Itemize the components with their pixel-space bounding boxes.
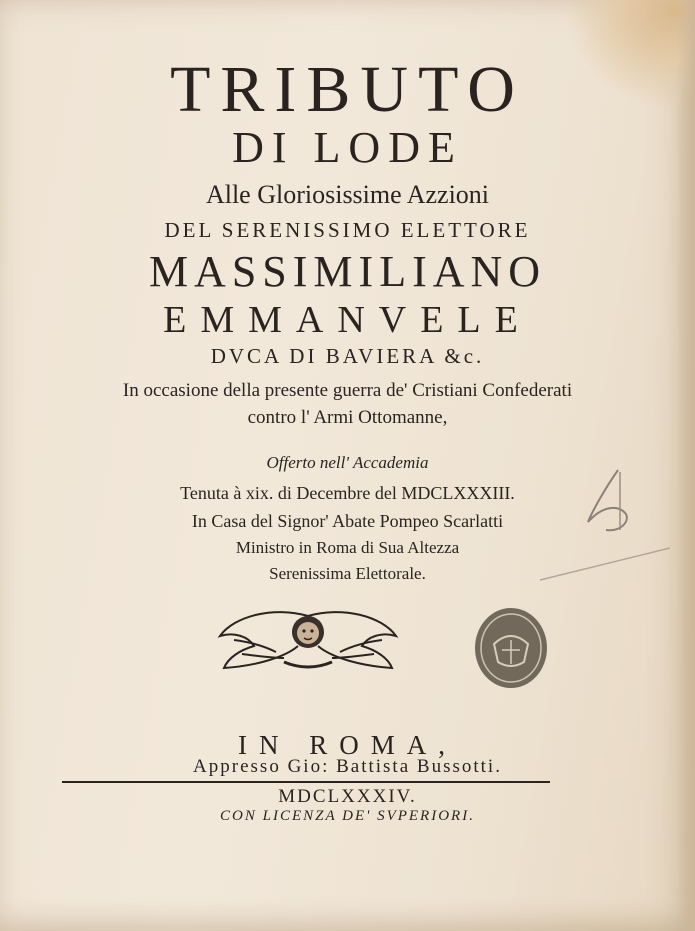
minister-line: Ministro in Roma di Sua Altezza xyxy=(235,538,460,557)
pencil-mark-icon xyxy=(540,460,680,610)
duke-line: DVCA DI BAVIERA &c. xyxy=(210,344,485,368)
electoral-line: Serenissima Elettorale. xyxy=(269,564,426,583)
offered-line: Offerto nell' Accademia xyxy=(266,453,429,472)
dedication-line: Alle Gloriosissime Azzioni xyxy=(205,180,490,209)
house-line: In Casa del Signor' Abate Pompeo Scarlatti xyxy=(191,511,504,531)
imprint-rule xyxy=(62,781,550,783)
name-first: MASSIMILIANO xyxy=(148,247,547,296)
name-second: EMMANVELE xyxy=(163,299,532,341)
held-line: Tenuta à xix. di Decembre del MDCLXXXIII. xyxy=(180,483,515,503)
library-stamp-icon xyxy=(472,606,550,690)
book-subtitle: DI LODE xyxy=(232,123,463,172)
imprint-place: IN ROMA, xyxy=(237,730,457,760)
occasion-line-2: contro l' Armi Ottomanne, xyxy=(247,407,448,428)
imprint-year: MDCLXXXIV. xyxy=(278,786,417,807)
occasion-line-1: In occasione della presente guerra de' Cristiani Confederati xyxy=(122,380,573,401)
winged-cherub-head-ornament-icon xyxy=(214,606,402,672)
elector-line: DEL SERENISSIMO ELETTORE xyxy=(164,218,531,242)
imprint-license: CON LICENZA DE' SVPERIORI. xyxy=(220,808,475,824)
imprint-printer: Appresso Gio: Battista Bussotti. xyxy=(193,756,502,777)
book-title: TRIBUTO xyxy=(170,53,525,126)
